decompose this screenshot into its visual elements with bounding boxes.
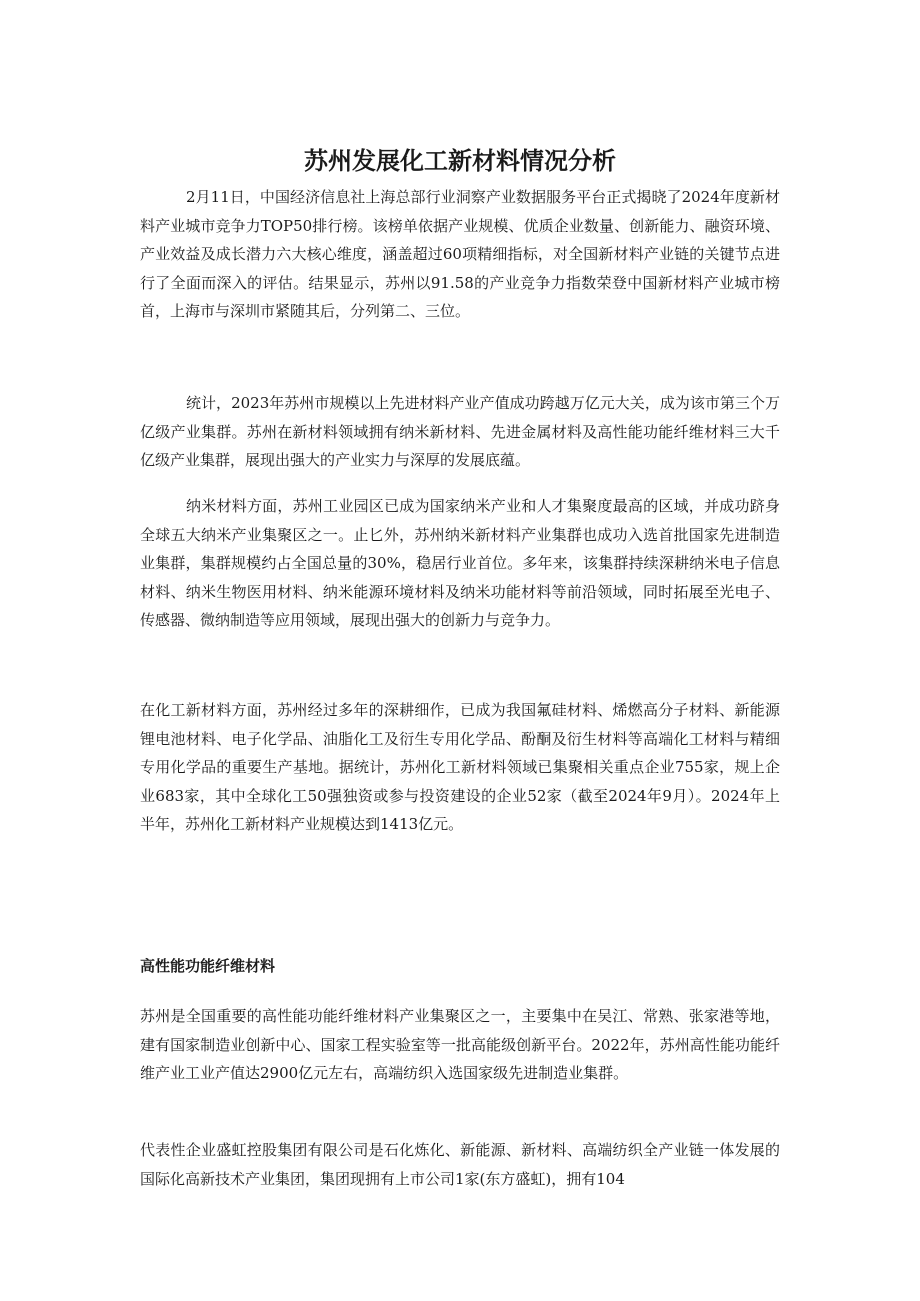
paragraph-ranking: 2月11日，中国经济信息社上海总部行业洞察产业数据服务平台正式揭晓了2024年度新材料产业城市竞争力TOP50排行榜。该榜单依据产业规模、优质企业数量、创新能力、融资环境、产业效益及成长潜力六大核心维度，涵盖超过60项精细指标，对全国新材料产业链的关键节点进行了全面而深入的评估。结果显示，苏州以91.58的产业竞争力指数荣登中国新材料产业城市榜首，上海市与深圳市紧随其后，分列第二、三位。 — [140, 188, 780, 321]
paragraph-chemical-materials: 在化工新材料方面，苏州经过多年的深耕细作，已成为我国氟硅材料、烯燃高分子材料、新能源锂电池材料、电子化学品、油脂化工及衍生专用化学品、酚酮及衍生材料等高端化工材料与精细专用化学品的重要生产基地。据统计，苏州化工新材料领域已集聚相关重点企业755家，规上企业683家，其中全球化工50强独资或参与投资建设的企业52家（截至2024年9月）。2024年上半年，苏州化工新材料产业规模达到1413亿元。 — [140, 701, 780, 834]
paragraph-nano-materials: 纳米材料方面，苏州工业园区已成为国家纳米产业和人才集聚度最高的区域，并成功跻身全球五大纳米产业集聚区之一。止匕外，苏州纳米新材料产业集群也成功入选首批国家先进制造业集群，集群规模约占全国总量的30%，稳居行业首位。多年来，该集群持续深耕纳米电子信息材料、纳米生物医用材料、纳米能源环境材料及纳米功能材料等前沿领域，同时拓展至光电子、传感器、微纳制造等应用领域，展现出强大的创新力与竞争力。 — [140, 497, 780, 630]
paragraph-fiber-cluster: 苏州是全国重要的高性能功能纤维材料产业集聚区之一，主要集中在吴江、常熟、张家港等地，建有国家制造业创新中心、国家工程实验室等一批高能级创新平台。2022年，苏州高性能功能纤维产业工业产值达2900亿元左右，高端纺织入选国家级先进制造业集群。 — [140, 1007, 780, 1083]
section-heading: 高性能功能纤维材料 — [140, 957, 276, 975]
paragraph-statistics: 统计，2023年苏州市规模以上先进材料产业产值成功跨越万亿元大关，成为该市第三个万亿级产业集群。苏州在新材料领域拥有纳米新材料、先进金属材料及高性能功能纤维材料三大千亿级产业集群，展现出强大的产业实力与深厚的发展底蕴。 — [140, 394, 780, 470]
paragraph-representative-company: 代表性企业盛虹控股集团有限公司是石化炼化、新能源、新材料、高端纺织全产业链一体发展的国际化高新技术产业集团，集团现拥有上市公司1家(东方盛虹)，拥有104 — [140, 1141, 780, 1188]
page-title: 苏州发展化工新材料情况分析 — [304, 146, 616, 176]
